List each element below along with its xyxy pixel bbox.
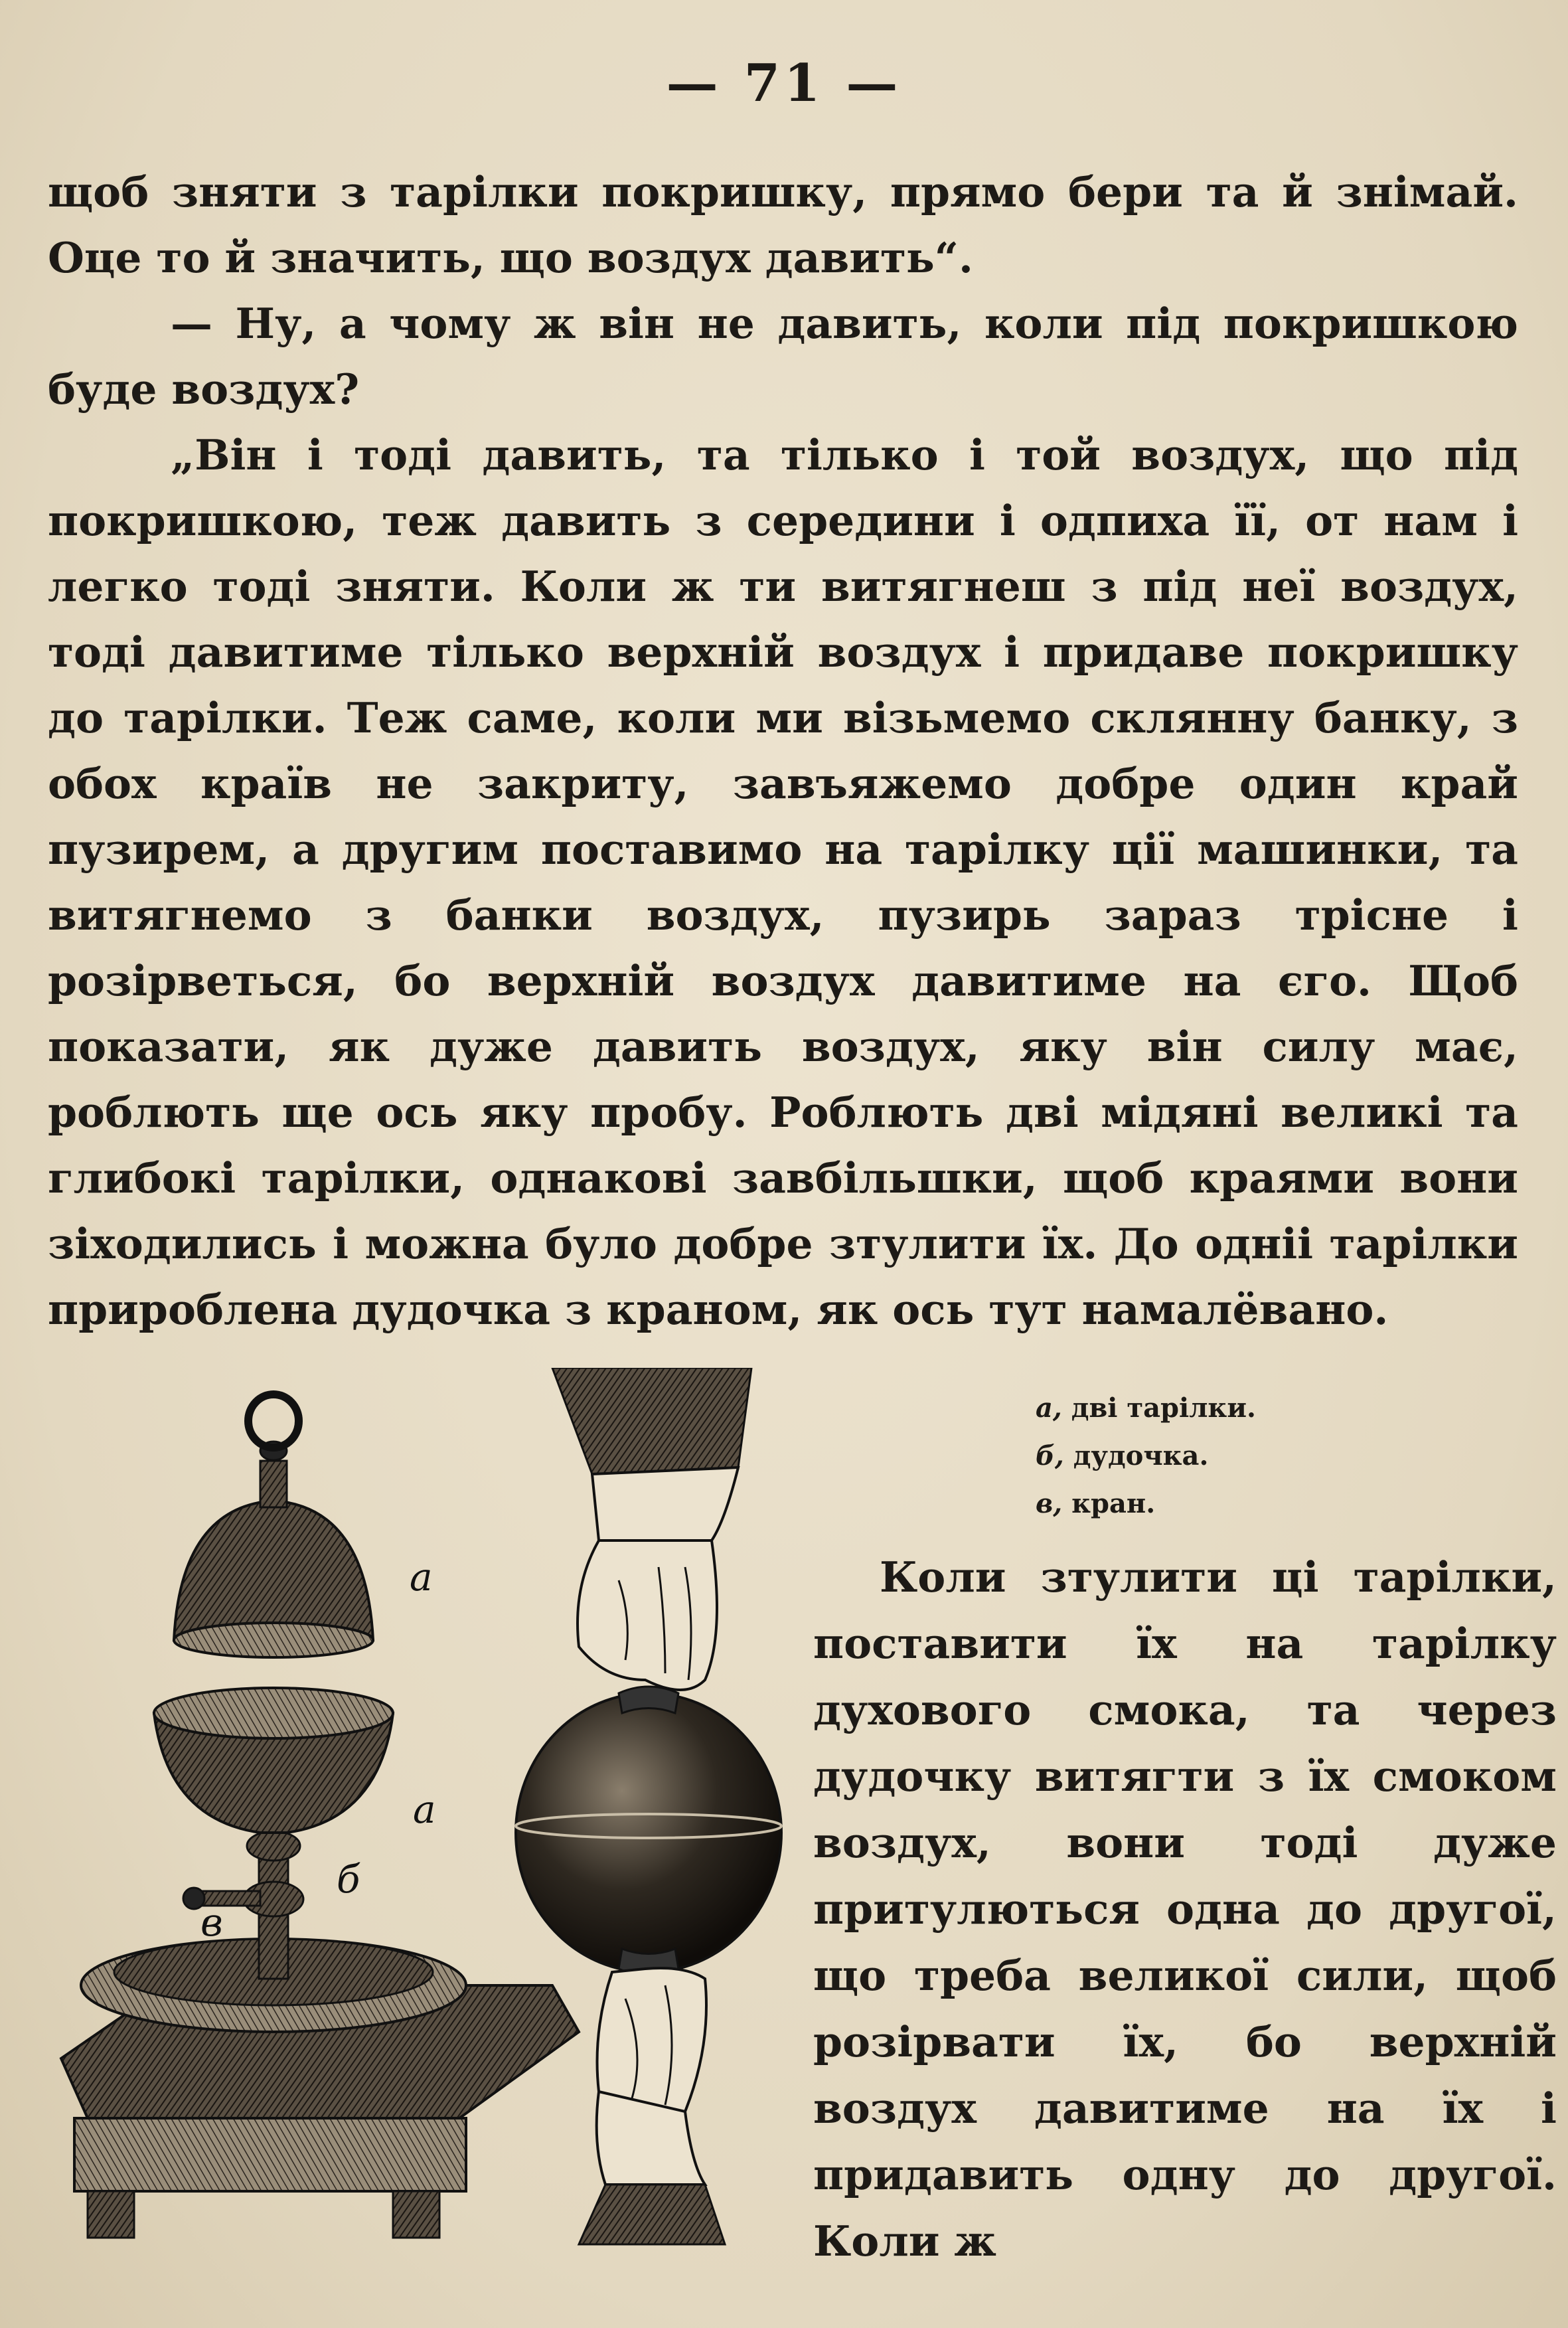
legend-item: в, кран.	[1036, 1488, 1156, 1519]
upper-hand	[552, 1368, 751, 1690]
figure-legend	[1036, 1384, 1407, 1528]
label-v: в	[200, 1900, 223, 1945]
lower-hand	[579, 1968, 725, 2244]
hemispheres-illustration	[48, 1368, 791, 2251]
side-text	[813, 1544, 1557, 2274]
main-text	[48, 159, 1518, 1343]
dome-ring	[248, 1394, 299, 1448]
paragraph-2: — Ну, а чому ж він не давить, коли під покришкою буде воздух?	[48, 299, 1518, 414]
side-paragraph: Коли зтулити ці тарілки, поставити їх на тарілку духового смока, та через дудочку витягти з їх смоком воздух, вони тоді дуже притулються одна до другої, що треба великої сили, щоб розірвати їх, бо верхній воздух давитиме на їх і придавить одну до другої. Коли ж	[813, 1552, 1557, 2266]
paragraph-1: щоб зняти з тарілки покришку, прямо бери та й знімай. Оце то й значить, що воздух давить“.	[48, 167, 1518, 282]
legend-item: а, дві тарілки.	[1036, 1392, 1256, 1424]
label-a-top: а	[410, 1554, 433, 1600]
label-a-bottom: а	[413, 1787, 436, 1832]
label-b: б	[337, 1857, 360, 1902]
page-number: — 71 —	[666, 53, 902, 114]
closed-hemispheres	[516, 1693, 781, 1972]
legend-item: б, дудочка.	[1036, 1440, 1209, 1471]
upper-hemisphere	[174, 1501, 373, 1640]
paragraph-3: „Він і тоді давить, та тілько і той воздух, що під покришкою, теж давить з середини і одпиха її, от нам і легко тоді зняти. Коли ж ти витягнеш з під неї воздух, тоді давитиме тілько верхній воздух і придаве покришку до тарілки. Теж саме, коли ми візьмемо склянну банку, з обох країв не закриту, завъяжемо добре один край пузирем, а другим поставимо на тарілку ції машинки, та витягнемо з банки воздух, пузирь зараз трісне і розірветься, бо верхній воздух давитиме на єго. Щоб показати, як дуже давить воздух, яку він силу має, роблють ще ось яку пробу. Роблють дві мідяні великі та глибокі тарілки, однакові завбільшки, щоб краями вони зіходились і можна було добре зтулити їх. До одніі тарілки прироблена дудочка з краном, як ось тут намалёвано.	[48, 430, 1518, 1334]
